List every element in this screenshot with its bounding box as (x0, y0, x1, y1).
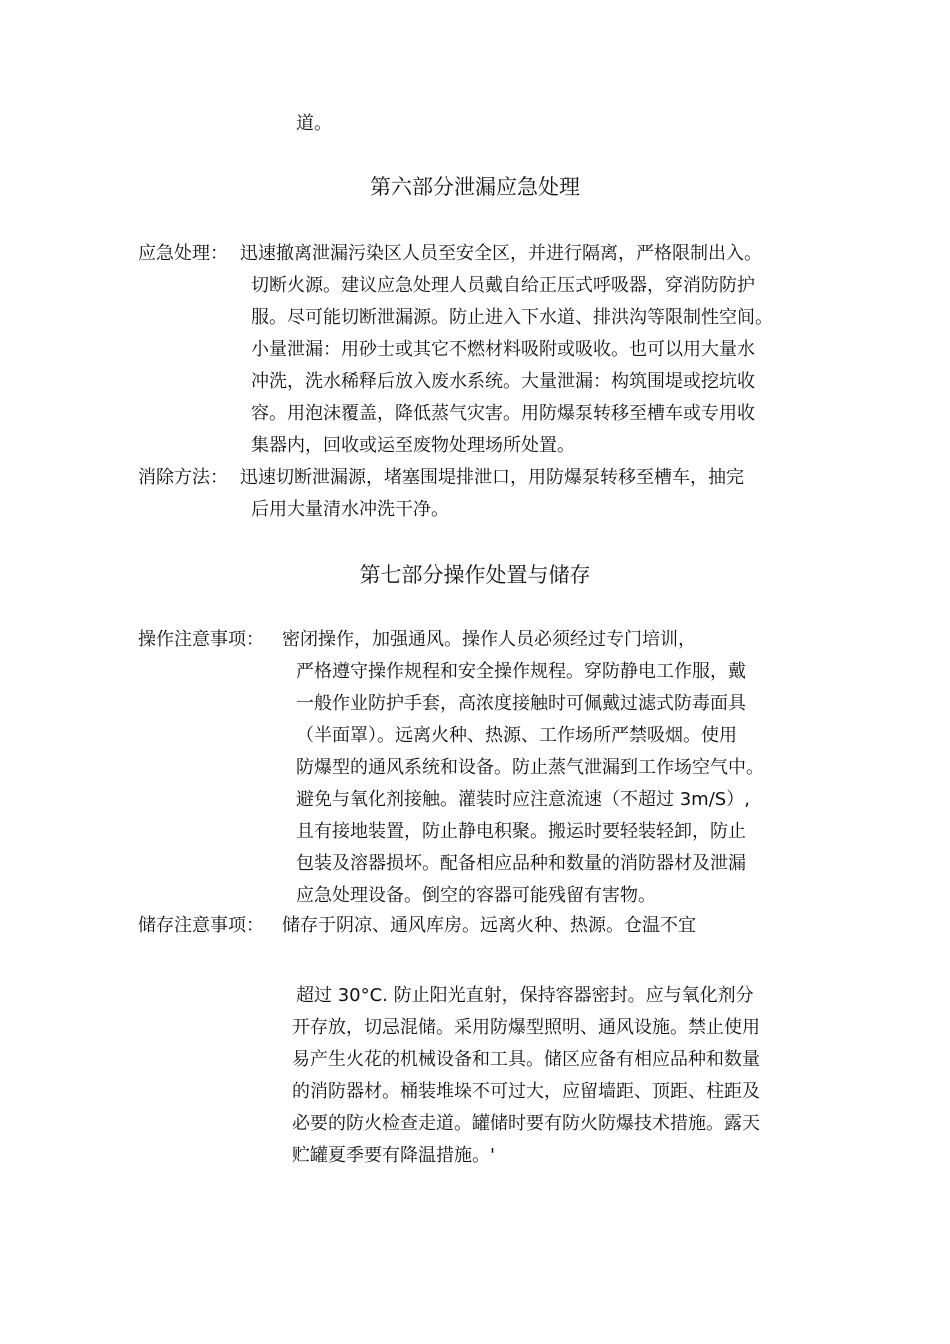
storage-line: 的消防器材。桶装堆垛不可过大，应留墙距、顶距、柱距及 (292, 1081, 760, 1102)
operation-line: 一般作业防护手套，高浓度接触时可佩戴过滤式防毒面具 (296, 693, 746, 714)
operation-line: 且有接地装置，防止静电积聚。搬运时要轻装轻卸，防止 (296, 821, 746, 842)
emergency-line: 服。尽可能切断泄漏源。防止进入下水道、排洪沟等限制性空间。 (251, 307, 773, 328)
emergency-line: 容。用泡沫覆盖，降低蒸气灾害。用防爆泵转移至槽车或专用收 (251, 403, 755, 424)
operation-line: 应急处理设备。倒空的容器可能残留有害物。 (296, 885, 656, 906)
operation-line: 严格遵守操作规程和安全操作规程。穿防静电工作服，戴 (296, 661, 746, 682)
emergency-line: 切断火源。建议应急处理人员戴自给正压式呼吸器，穿消防防护 (251, 275, 755, 296)
storage-line: 易产生火花的机械设备和工具。储区应备有相应品种和数量 (292, 1049, 760, 1070)
emergency-line: 迅速撤离泄漏污染区人员至安全区，并进行隔离，严格限制出入。 (240, 243, 762, 264)
emergency-line: 冲洗，洗水稀释后放入废水系统。大量泄漏：构筑围堤或挖坑收 (251, 371, 755, 392)
storage-line: 储存于阴凉、通风库房。远离火种、热源。仓温不宜 (282, 915, 696, 936)
storage-line: 超过 30°C. 防止阳光直射，保持容器密封。应与氧化剂分 (296, 985, 754, 1006)
operation-line: 密闭操作，加强通风。操作人员必须经过专门培训， (282, 629, 696, 650)
operation-line: 包装及溶器损坏。配备相应品种和数量的消防器材及泄漏 (296, 853, 746, 874)
operation-label: 操作注意事项： (138, 629, 264, 650)
section7-heading: 第七部分操作处置与储存 (359, 563, 591, 587)
storage-line: 开存放，切忌混储。采用防爆型照明、通风设施。禁止使用 (292, 1017, 760, 1038)
removal-line: 后用大量清水冲洗干净。 (251, 499, 449, 520)
storage-label: 储存注意事项： (138, 915, 264, 936)
section6-heading: 第六部分泄漏应急处理 (370, 175, 580, 199)
removal-line: 迅速切断泄漏源，堵塞围堤排泄口，用防爆泵转移至槽车，抽完 (240, 467, 744, 488)
storage-line: 贮罐夏季要有降温措施。' (292, 1145, 495, 1166)
emergency-line: 小量泄漏：用砂士或其它不燃材料吸附或吸收。也可以用大量水 (251, 339, 755, 360)
continuation-text: 道。 (296, 113, 332, 134)
operation-line: 避免与氧化剂接触。灌装时应注意流速（不超过 3m/S）, (296, 789, 750, 810)
operation-line: 防爆型的通风系统和设备。防止蒸气泄漏到工作场空气中。 (296, 757, 764, 778)
storage-line: 必要的防火检查走道。罐储时要有防火防爆技术措施。露天 (292, 1113, 760, 1134)
operation-line: （半面罩）。远离火种、热源、工作场所严禁吸烟。使用 (296, 725, 737, 746)
emergency-label: 应急处理： (138, 243, 228, 264)
emergency-line: 集器内，回收或运至废物处理场所处置。 (251, 435, 575, 456)
removal-label: 消除方法： (138, 467, 228, 488)
